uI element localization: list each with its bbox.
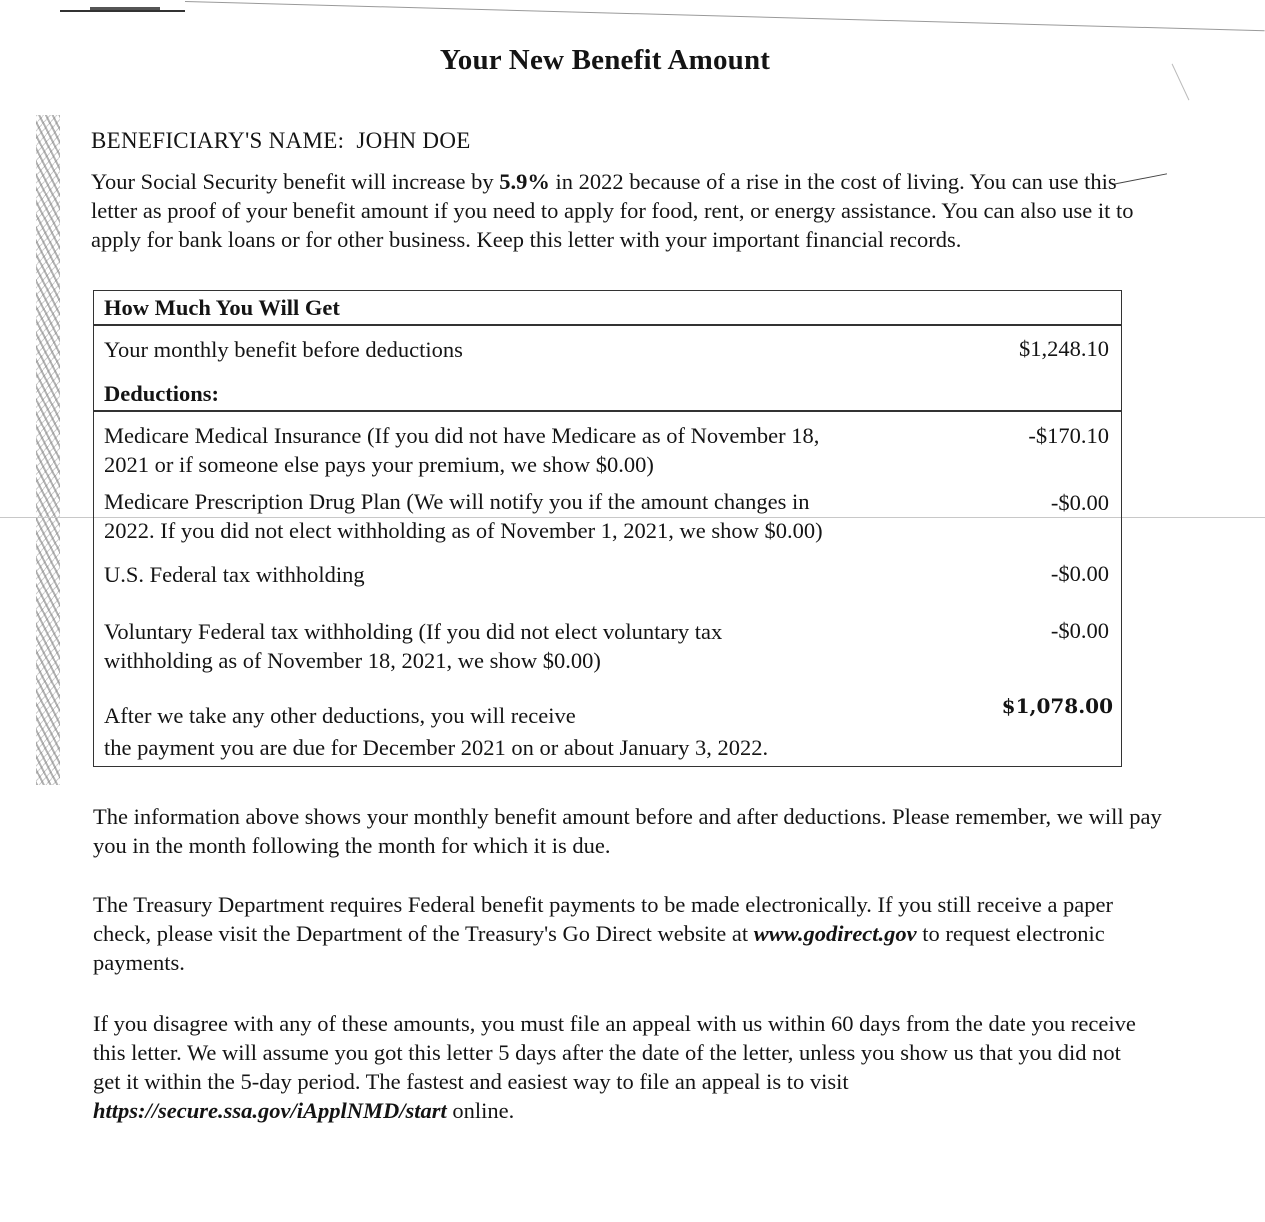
intro-text-start: Your Social Security benefit will increase by xyxy=(91,169,500,194)
treasury-text: The Treasury Department requires Federal benefit payments to be made electronically. If you still receive a paper check, please visit the Department of the Treasury's Go Direct website at xyxy=(93,892,1114,946)
monthly-benefit-amount: $1,248.10 xyxy=(1019,336,1109,361)
benefit-table xyxy=(93,290,1122,767)
increase-percent: 5.9% xyxy=(499,169,550,194)
treasury-paragraph xyxy=(93,890,1173,977)
scan-edge-line xyxy=(60,10,185,12)
deduction-amount: -$0.00 xyxy=(1050,618,1109,643)
total-amount: $1,078.00 xyxy=(1001,694,1113,718)
deduction-row xyxy=(104,617,722,675)
deduction-text-line: withholding as of November 18, 2021, we show $0.00) xyxy=(104,648,601,673)
appeal-text-end: online. xyxy=(446,1098,515,1123)
total-row xyxy=(104,701,768,762)
deduction-text-line: Voluntary Federal tax withholding (If you did not elect voluntary tax xyxy=(104,619,723,644)
table-divider xyxy=(94,410,1121,412)
info-paragraph: The information above shows your monthly benefit amount before and after deductions. Please remember, we will pay you in the month following the month for which it is due. xyxy=(93,804,1162,858)
deduction-row xyxy=(104,487,823,545)
deduction-text-line: 2021 or if someone else pays your premium, we show $0.00) xyxy=(104,452,654,477)
deduction-amount: -$0.00 xyxy=(1050,490,1109,515)
godirect-link[interactable]: www.godirect.gov xyxy=(753,921,917,946)
intro-text-end: in 2022 because of a rise in the cost of living. You can use this letter as proof of your benefit amount if you need to apply for food, rent, or energy assistance. You can also use it to apply for bank loans or for other business. Keep this letter with your important financial records. xyxy=(91,169,1134,252)
deduction-text-line: 2022. If you did not elect withholding as of November 1, 2021, we show $0.00) xyxy=(104,518,823,543)
appeal-text: If you disagree with any of these amounts, you must file an appeal with us within 60 days from the date you receive this letter. We will assume you got this letter 5 days after the date of the letter, unless you show us that you did not get it within the 5-day period. The fastest and easiest way to file an appeal is to visit xyxy=(93,1011,1136,1094)
deduction-row xyxy=(104,560,365,589)
beneficiary-label: BENEFICIARY'S NAME: xyxy=(91,128,345,153)
page-title: Your New Benefit Amount xyxy=(439,44,771,76)
deduction-row xyxy=(104,421,819,479)
page-top-edge xyxy=(185,1,1265,31)
deduction-amount: -$0.00 xyxy=(1050,561,1109,586)
total-text-line: After we take any other deductions, you will receive xyxy=(104,703,576,728)
monthly-benefit-label: Your monthly benefit before deductions xyxy=(104,337,463,362)
appeal-paragraph xyxy=(93,1009,1138,1125)
deduction-text-line: Medicare Medical Insurance (If you did not have Medicare as of November 18, xyxy=(104,423,820,448)
table-divider xyxy=(94,324,1121,326)
scan-edge-mark xyxy=(90,7,160,10)
deductions-header: Deductions: xyxy=(104,381,220,406)
deduction-amount: -$170.10 xyxy=(1028,423,1109,448)
deduction-text-line: Medicare Prescription Drug Plan (We will notify you if the amount changes in xyxy=(104,489,810,514)
deduction-text-line: U.S. Federal tax withholding xyxy=(104,562,365,587)
beneficiary-name: JOHN DOE xyxy=(356,128,471,153)
table-header: How Much You Will Get xyxy=(104,295,340,320)
intro-paragraph xyxy=(91,167,1151,254)
appeal-link[interactable]: https://secure.ssa.gov/iApplNMD/start xyxy=(93,1098,447,1123)
scan-noise-strip xyxy=(36,115,60,785)
total-text-line: the payment you are due for December 2021 on or about January 3, 2022. xyxy=(104,735,769,760)
treasury-text-end: to request electronic payments. xyxy=(93,921,1105,975)
beneficiary-name-line xyxy=(91,128,471,154)
